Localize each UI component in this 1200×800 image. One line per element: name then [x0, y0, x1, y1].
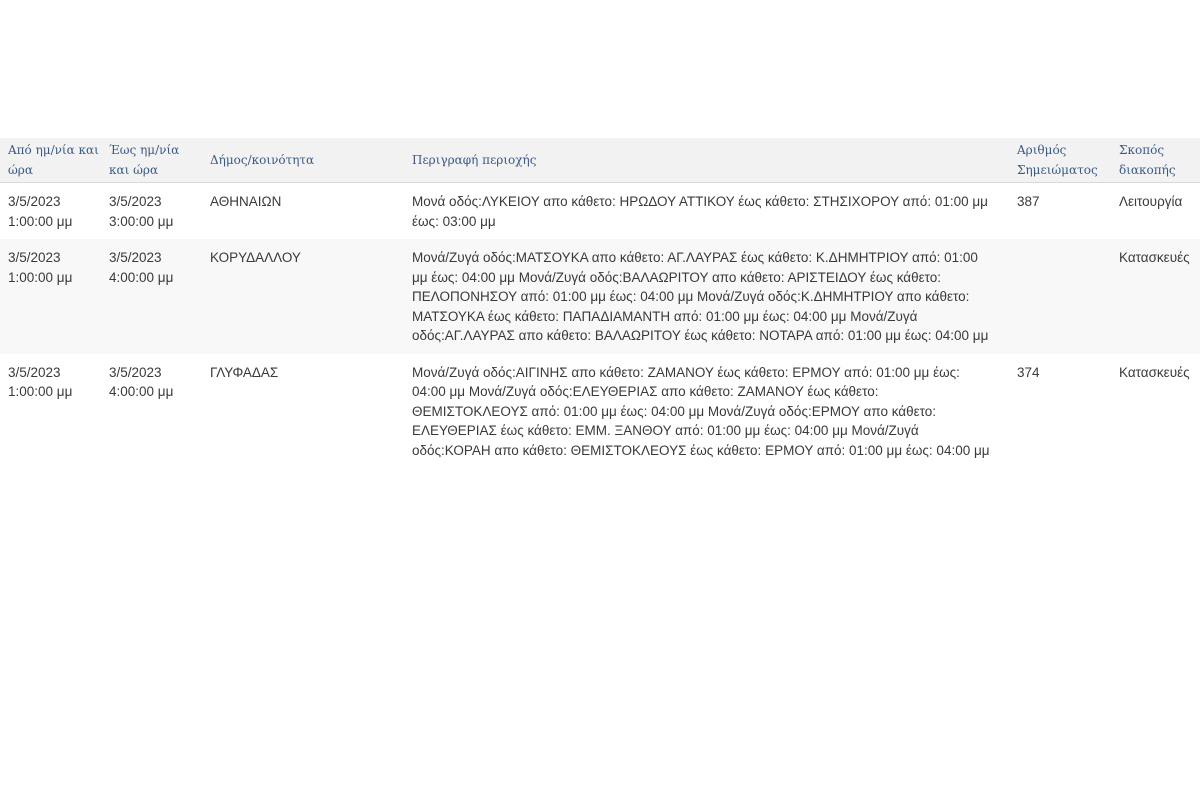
- cell-from-datetime: 3/5/2023 1:00:00 μμ: [0, 239, 101, 354]
- cell-from-datetime: 3/5/2023 1:00:00 μμ: [0, 354, 101, 469]
- table-row: [0, 183, 1200, 240]
- cell-note-number: 374: [1010, 354, 1111, 469]
- cell-outage-purpose: Λειτουργία: [1111, 183, 1200, 240]
- header-area-description[interactable]: Περιγραφή περιοχής: [404, 138, 1010, 183]
- table-row: [0, 354, 1200, 469]
- cell-area-description: Μονά/Ζυγά οδός:ΜΑΤΣΟΥΚΑ απο κάθετο: ΑΓ.ΛΑΥΡΑΣ έως κάθετο: Κ.ΔΗΜΗΤΡΙΟΥ από: 01:00 μμ έως: 04:00 μμ Μονά/Ζυγά οδός:ΒΑΛΑΩΡΙΤΟΥ απο κάθετο: ΑΡΙΣΤΕΙΔΟΥ έως κάθετο: ΠΕΛΟΠΟΝΗΣΟΥ από: 01:00 μμ έως: 04:00 μμ Μονά/Ζυγά οδός:Κ.ΔΗΜΗΤΡΙΟΥ απο κάθετο: ΜΑΤΣΟΥΚΑ έως κάθετο: ΠΑΠΑΔΙΑΜΑΝΤΗ από: 01:00 μμ έως: 04:00 μμ Μονά/Ζυγά οδός:ΑΓ.ΛΑΥΡΑΣ απο κάθετο: ΒΑΛΑΩΡΙΤΟΥ έως κάθετο: ΝΟΤΑΡΑ από: 01:00 μμ έως: 04:00 μμ: [404, 239, 1010, 354]
- cell-area-description: Μονά οδός:ΛΥΚΕΙΟΥ απο κάθετο: ΗΡΩΔΟΥ ΑΤΤΙΚΟΥ έως κάθετο: ΣΤΗΣΙΧΟΡΟΥ από: 01:00 μμ έως: 03:00 μμ: [404, 183, 1010, 240]
- power-outage-table: [0, 138, 1200, 468]
- cell-to-datetime: 3/5/2023 4:00:00 μμ: [101, 239, 202, 354]
- cell-note-number: 387: [1010, 183, 1111, 240]
- table-row: [0, 239, 1200, 354]
- cell-outage-purpose: Κατασκευές: [1111, 239, 1200, 354]
- table-header: [0, 138, 1200, 183]
- header-to-datetime[interactable]: Έως ημ/νία και ώρα: [101, 138, 202, 183]
- header-from-datetime[interactable]: Από ημ/νία και ώρα: [0, 138, 101, 183]
- header-row: [0, 138, 1200, 183]
- header-note-number[interactable]: Αριθμός Σημειώματος: [1010, 138, 1111, 183]
- cell-municipality: ΚΟΡΥΔΑΛΛΟΥ: [202, 239, 404, 354]
- cell-area-description: Μονά/Ζυγά οδός:ΑΙΓΙΝΗΣ απο κάθετο: ΖΑΜΑΝΟΥ έως κάθετο: ΕΡΜΟΥ από: 01:00 μμ έως: 04:00 μμ Μονά/Ζυγά οδός:ΕΛΕΥΘΕΡΙΑΣ απο κάθετο: ΖΑΜΑΝΟΥ έως κάθετο: ΘΕΜΙΣΤΟΚΛΕΟΥΣ από: 01:00 μμ έως: 04:00 μμ Μονά/Ζυγά οδός:ΕΡΜΟΥ απο κάθετο: ΕΛΕΥΘΕΡΙΑΣ έως κάθετο: ΕΜΜ. ΞΑΝΘΟΥ από: 01:00 μμ έως: 04:00 μμ Μονά/Ζυγά οδός:ΚΟΡΑΗ απο κάθετο: ΘΕΜΙΣΤΟΚΛΕΟΥΣ έως κάθετο: ΕΡΜΟΥ από: 01:00 μμ έως: 04:00 μμ: [404, 354, 1010, 469]
- cell-from-datetime: 3/5/2023 1:00:00 μμ: [0, 183, 101, 240]
- cell-outage-purpose: Κατασκευές: [1111, 354, 1200, 469]
- cell-municipality: ΑΘΗΝΑΙΩΝ: [202, 183, 404, 240]
- cell-to-datetime: 3/5/2023 4:00:00 μμ: [101, 354, 202, 469]
- cell-municipality: ΓΛΥΦΑΔΑΣ: [202, 354, 404, 469]
- header-municipality[interactable]: Δήμος/κοινότητα: [202, 138, 404, 183]
- cell-to-datetime: 3/5/2023 3:00:00 μμ: [101, 183, 202, 240]
- table-body: [0, 183, 1200, 469]
- cell-note-number: [1010, 239, 1111, 354]
- header-outage-purpose[interactable]: Σκοπός διακοπής: [1111, 138, 1200, 183]
